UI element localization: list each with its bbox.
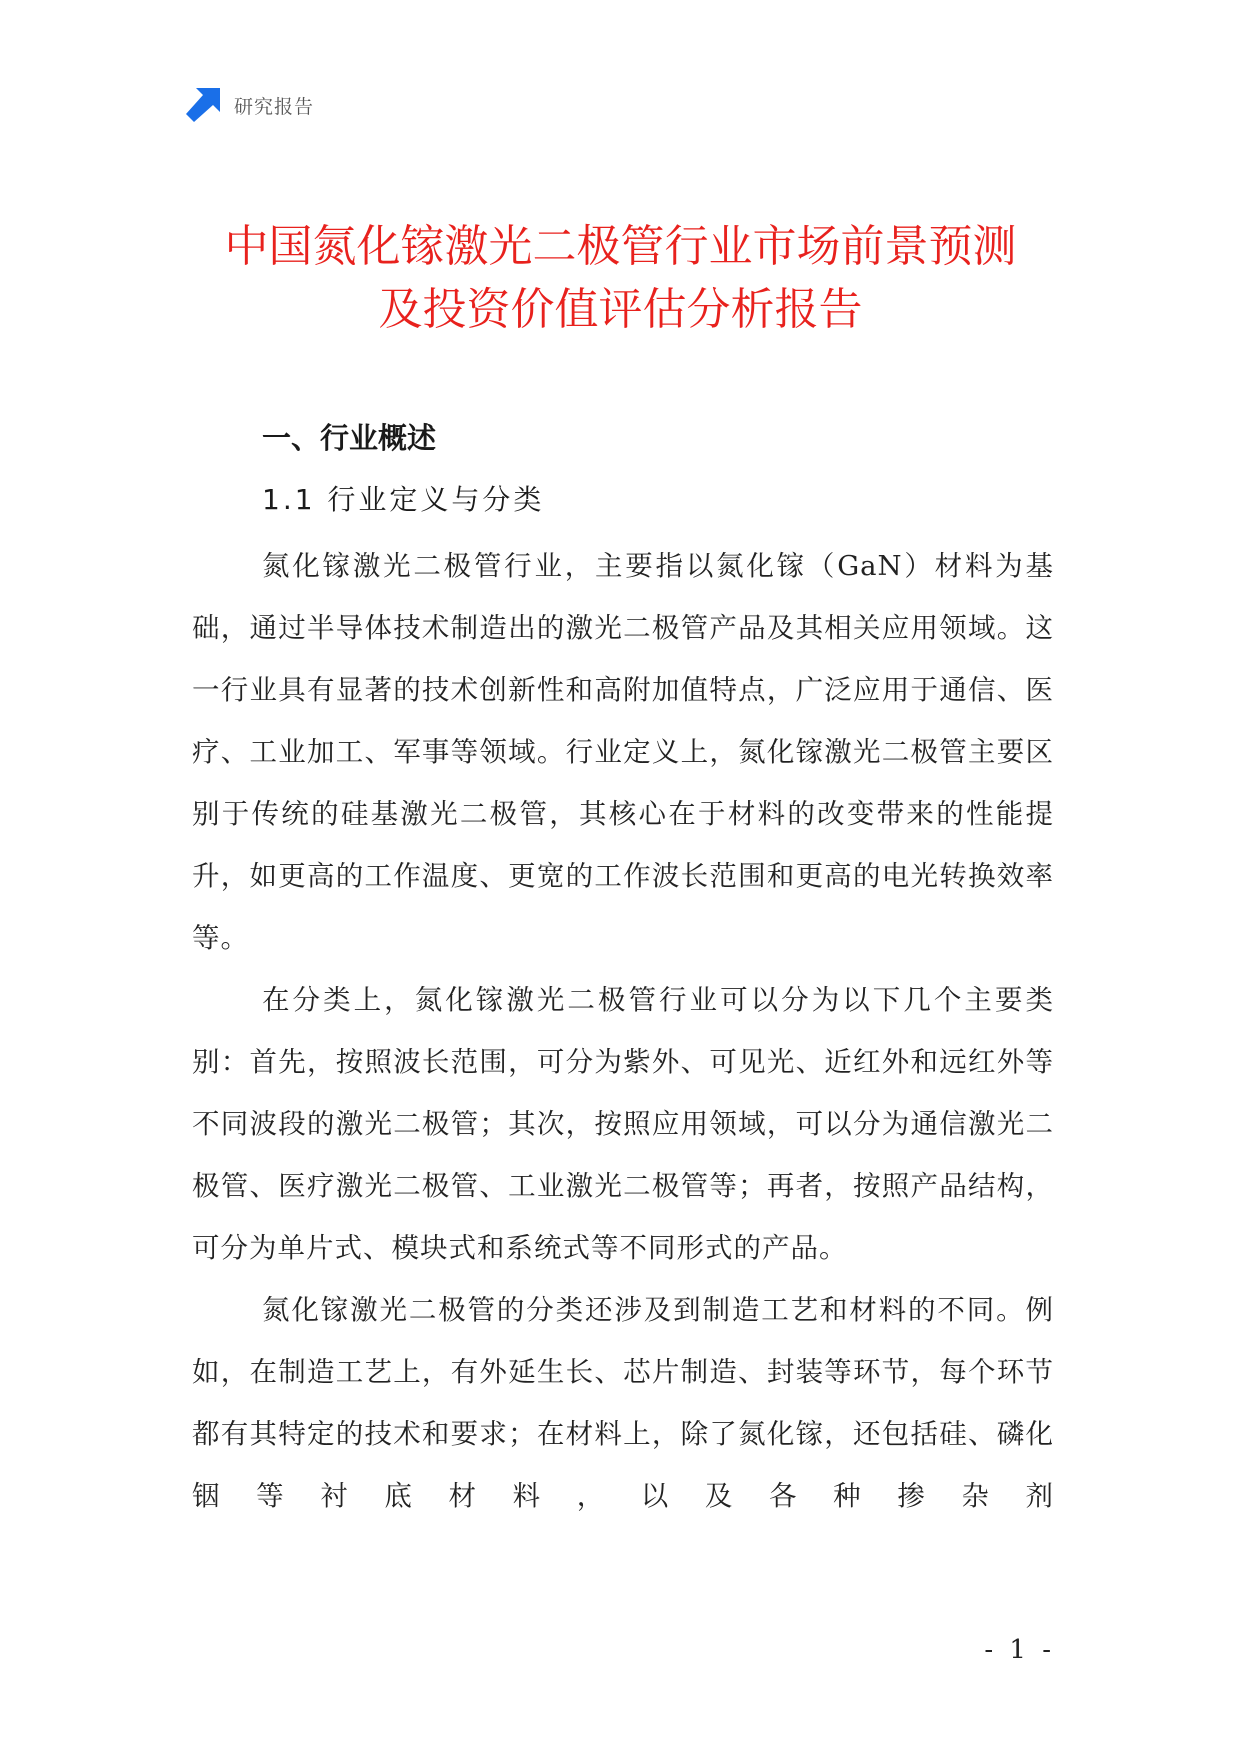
- header-label: 研究报告: [234, 95, 315, 118]
- body-text: [192, 535, 1054, 1527]
- title-line-2: 及投资价值评估分析报告: [378, 284, 863, 335]
- title-line-1: 中国氮化镓激光二极管行业市场前景预测: [224, 221, 1017, 272]
- page-number: - 1 -: [984, 1635, 1055, 1665]
- section-heading: 一、行业概述: [262, 421, 437, 455]
- paragraph: 氮化镓激光二极管的分类还涉及到制造工艺和材料的不同。例如，在制造工艺上，有外延生长、芯片制造、封装等环节，每个环节都有其特定的技术和要求；在材料上，除了氮化镓，还包括硅、磷化铟等衬底材料，以及各种掺杂剂: [192, 1294, 1054, 1512]
- document-title: [150, 215, 1091, 341]
- paragraph: 氮化镓激光二极管行业，主要指以氮化镓（GaN）材料为基础，通过半导体技术制造出的激光二极管产品及其相关应用领域。这一行业具有显著的技术创新性和高附加值特点，广泛应用于通信、医疗、工业加工、军事等领域。行业定义上，氮化镓激光二极管主要区别于传统的硅基激光二极管，其核心在于材料的改变带来的性能提升，如更高的工作温度、更宽的工作波长范围和更高的电光转换效率等。: [192, 550, 1054, 954]
- arrow-up-right-icon: [186, 88, 220, 122]
- subsection-heading: 1.1 行业定义与分类: [262, 483, 545, 516]
- report-header: [186, 88, 314, 122]
- paragraph: 在分类上，氮化镓激光二极管行业可以分为以下几个主要类别：首先，按照波长范围，可分为紫外、可见光、近红外和远红外等不同波段的激光二极管；其次，按照应用领域，可以分为通信激光二极管、医疗激光二极管、工业激光二极管等；再者，按照产品结构，可分为单片式、模块式和系统式等不同形式的产品。: [192, 984, 1054, 1264]
